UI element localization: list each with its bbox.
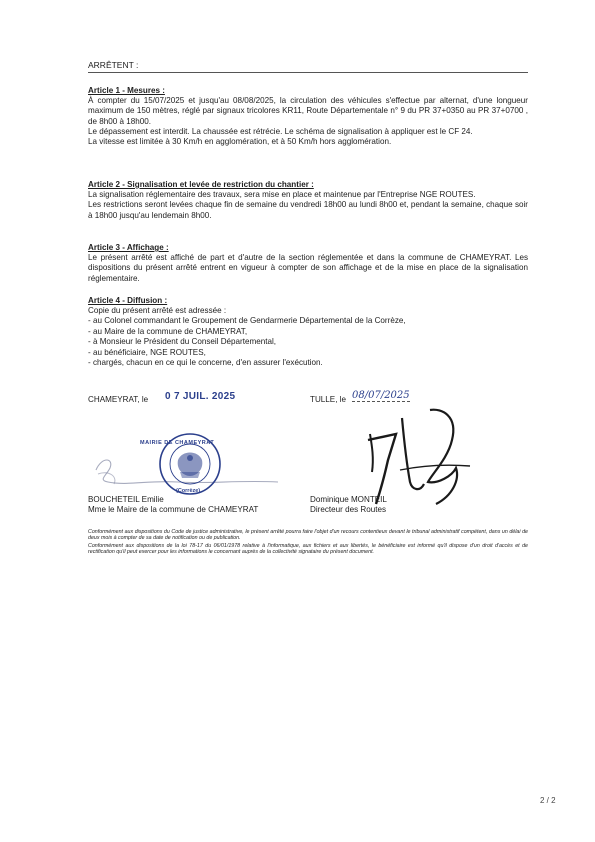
director-name: Dominique MONTEIL [310,495,387,504]
recipient-item: - au bénéficiaire, NGE ROUTES, [88,347,206,357]
article-1-paragraph-2: Le dépassement est interdit. La chaussée est rétrécie. Le schéma de signalisation à appliquer est le CF 24. [88,126,473,136]
recipient-list [88,316,528,368]
mayor-name: BOUCHETEIL Emilie [88,495,164,504]
article-2-title: Article 2 - Signalisation et levée de restriction du chantier : [88,180,314,189]
recipient-item: - au Maire de la commune de CHAMEYRAT, [88,326,248,336]
left-place-label: CHAMEYRAT, le [88,395,149,404]
article-3 [88,243,528,284]
article-1-paragraph-1: À compter du 15/07/2025 et jusqu'au 08/08/2025, la circulation des véhicules s'effectue par alternat, d'une longueur maximum de 150 mètres, réglé par signaux tricolores KR11, Route Départementale n° 9 du PR 37+0350 au PR 37+0700 , de 8h00 à 18h00. [88,96,528,126]
page-number: 2 / 2 [540,796,556,805]
article-1 [88,86,528,147]
article-2-paragraph-2: Les restrictions seront levées chaque fin de semaine du vendredi 18h00 au lundi 8h00 et, pendant la semaine, chaque soir à 18h00 jusqu'au lendemain 8h00. [88,200,528,220]
director-handwritten-date: 08/07/2025 [352,390,410,401]
article-4 [88,296,528,368]
article-4-intro: Copie du présent arrêté est adressée : [88,306,227,316]
legal-notice-data-protection: Conformément aux dispositions de la loi 78-17 du 06/01/1978 relative à l'informatique, aux fichiers et aux libertés, le bénéficiaire est informé qu'il dispose d'un droit d'accès et de rectification qu'il peut exercer pour les informations le concernant auprès de la collectivité signataire du présent document. [88,543,528,556]
seal-text-bottom: (Corrèze) [176,488,201,494]
article-3-paragraph-1: Le présent arrêté est affiché de part et d'autre de la section réglementée et dans la commune de CHAMEYRAT. Les dispositions du présent arrêté entrent en vigueur à compter de son affichage et de la mise en place de la signalisation réglementaire. [88,253,528,283]
seal-text-top: MAIRIE DE CHAMEYRAT [140,440,215,446]
recipient-item: - au Colonel commandant le Groupement de Gendarmerie Départemental de la Corrèze, [88,316,406,326]
director-role: Directeur des Routes [310,505,387,514]
recipient-item: - chargés, chacun en ce qui le concerne, d'en assurer l'exécution. [88,358,323,368]
recipient-item: - à Monsieur le Président du Conseil Départemental, [88,337,277,347]
legal-notice-recourse: Conformément aux dispositions du Code de justice administrative, le présent arrêté pourra faire l'objet d'un recours contentieux devant le tribunal administratif compétent, dans un délai de deux mois à compter de sa date de notification ou de publication. [88,529,528,542]
article-1-title: Article 1 - Mesures : [88,86,165,95]
right-place-label: TULLE, le [310,395,346,404]
article-2 [88,180,528,221]
mayor-role: Mme le Maire de la commune de CHAMEYRAT [88,505,259,514]
article-2-paragraph-1: La signalisation réglementaire des travaux, sera mise en place et maintenue par l'Entreprise NGE ROUTES. [88,190,476,200]
article-1-paragraph-3: La vitesse est limitée à 30 Km/h en agglomération, et à 50 Km/h hors agglomération. [88,137,392,147]
arretent-heading: ARRÊTENT : [88,60,528,73]
article-4-title: Article 4 - Diffusion : [88,296,168,305]
mayor-date-stamp: 0 7 JUIL. 2025 [165,391,236,402]
article-3-title: Article 3 - Affichage : [88,243,169,252]
